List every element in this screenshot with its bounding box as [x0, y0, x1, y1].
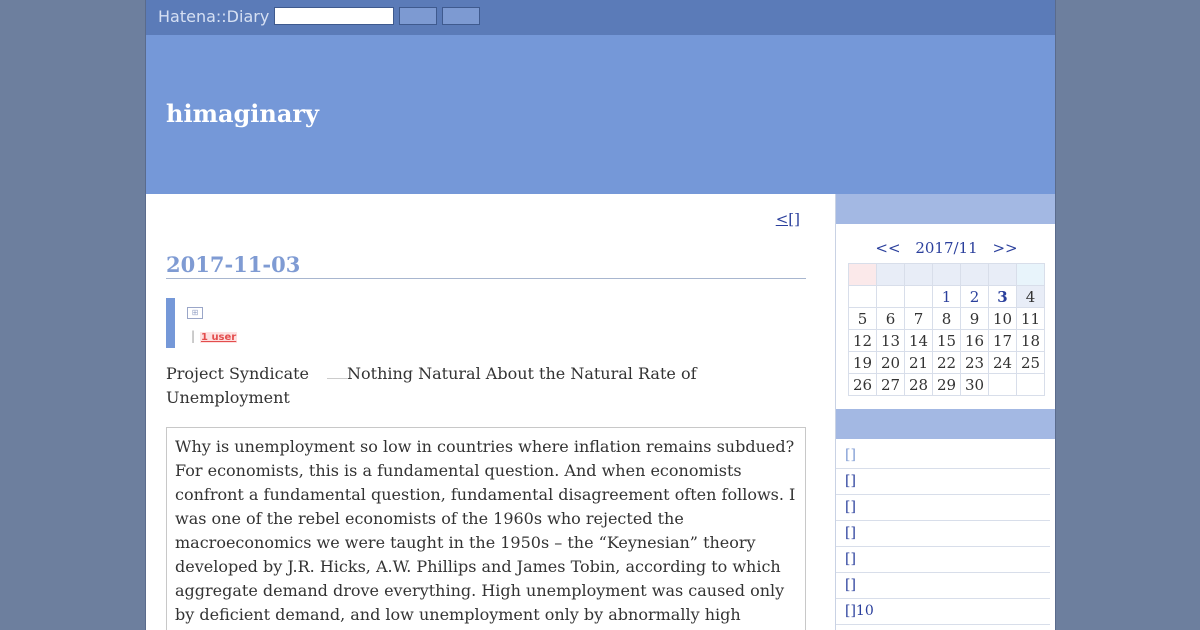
search-button[interactable]	[399, 7, 437, 25]
category-item[interactable]: []	[836, 495, 1050, 521]
calendar-day: 8	[933, 308, 961, 330]
calendar-day: 12	[849, 330, 877, 352]
blog-banner	[146, 35, 1056, 194]
entry-quote: Why is unemployment so low in countries where inflation remains subdued? For economists, this is a fundamental question. And when economists confront a fundamental question, fundamental disagreement often follows. I was one of the rebel economists of the 1960s who rejected the macroeconomics we were taught in the 1950s – the “Keynesian” theory developed by J.R. Hicks, A.W. Phillips and James Tobin, according to which aggregate demand drove everything. High unemployment was caused only by deficient demand, and low unemployment only by abnormally high	[166, 427, 806, 630]
calendar-day: 13	[877, 330, 905, 352]
hatena-logo[interactable]: Hatena::Diary	[158, 7, 270, 26]
separator: |	[191, 329, 196, 343]
calendar-day	[1017, 374, 1045, 396]
calendar-prev-link[interactable]: <<	[875, 239, 901, 257]
calendar-day: 20	[877, 352, 905, 374]
calendar-day: 7	[905, 308, 933, 330]
calendar-day: 11	[1017, 308, 1045, 330]
calendar-day: 17	[989, 330, 1017, 352]
category-item[interactable]: []	[836, 573, 1050, 599]
calendar-day: 22	[933, 352, 961, 374]
weekday-cell	[933, 264, 961, 286]
prev-entry-link[interactable]: <[]	[775, 210, 800, 228]
headline-link-gap[interactable]	[327, 365, 347, 379]
calendar-week	[849, 374, 1045, 396]
calendar-day: 9	[961, 308, 989, 330]
calendar-week	[849, 330, 1045, 352]
entry-headline	[166, 362, 806, 410]
headline-source: Project Syndicate	[166, 364, 310, 383]
page	[145, 0, 1056, 630]
calendar-day-current[interactable]: 3	[989, 286, 1017, 308]
category-item[interactable]: []10	[836, 599, 1050, 625]
calendar-week	[849, 286, 1045, 308]
headline-title: Nothing Natural About the Natural Rate of Unemployment	[166, 364, 697, 407]
calendar-day: 15	[933, 330, 961, 352]
calendar-day: 29	[933, 374, 961, 396]
weekday-cell	[877, 264, 905, 286]
calendar-day: 10	[989, 308, 1017, 330]
category-item[interactable]: []	[836, 469, 1050, 495]
calendar-day: 14	[905, 330, 933, 352]
weekday-cell	[961, 264, 989, 286]
category-item[interactable]: []	[836, 547, 1050, 573]
bookmark-users-badge[interactable]: 1 user	[201, 332, 237, 343]
calendar-day: 23	[961, 352, 989, 374]
calendar-table	[848, 263, 1045, 396]
main-content	[146, 194, 835, 630]
weekday-cell	[989, 264, 1017, 286]
calendar-month[interactable]: 2017/11	[915, 239, 978, 257]
calendar-weekday-row	[849, 264, 1045, 286]
calendar-day	[905, 286, 933, 308]
category-item[interactable]: []	[836, 443, 1050, 469]
calendar-day: 25	[1017, 352, 1045, 374]
weekday-cell	[905, 264, 933, 286]
calendar-next-link[interactable]: >>	[992, 239, 1018, 257]
calendar-day: 30	[961, 374, 989, 396]
calendar-day: 5	[849, 308, 877, 330]
weekday-cell	[849, 264, 877, 286]
category-item[interactable]: []	[836, 521, 1050, 547]
calendar-day: 26	[849, 374, 877, 396]
sidebar	[835, 194, 1056, 630]
blog-title[interactable]: himaginary	[166, 99, 319, 128]
calendar-day: 18	[1017, 330, 1045, 352]
calendar-day: 24	[989, 352, 1017, 374]
top-bar	[146, 0, 1056, 35]
calendar-day	[877, 286, 905, 308]
calendar-day: 4	[1017, 286, 1045, 308]
calendar-day: 28	[905, 374, 933, 396]
calendar-day: 6	[877, 308, 905, 330]
calendar-nav	[836, 239, 1056, 257]
secondary-button[interactable]	[442, 7, 480, 25]
weekday-cell	[1017, 264, 1045, 286]
bookmark-icon[interactable]: ⊞	[187, 307, 203, 319]
calendar-day: 27	[877, 374, 905, 396]
calendar-week	[849, 308, 1045, 330]
calendar-day: 19	[849, 352, 877, 374]
entry-date[interactable]: 2017-11-03	[166, 252, 806, 279]
calendar-week	[849, 352, 1045, 374]
calendar-day	[989, 374, 1017, 396]
entry-meta	[166, 298, 806, 348]
category-list	[836, 443, 1050, 625]
search-input[interactable]	[274, 7, 394, 25]
calendar-day: 16	[961, 330, 989, 352]
calendar-day	[849, 286, 877, 308]
calendar-header	[836, 194, 1056, 224]
categories-header	[836, 409, 1056, 439]
calendar-day-link[interactable]: 1	[933, 286, 961, 308]
calendar-day: 21	[905, 352, 933, 374]
calendar-day-link[interactable]: 2	[961, 286, 989, 308]
